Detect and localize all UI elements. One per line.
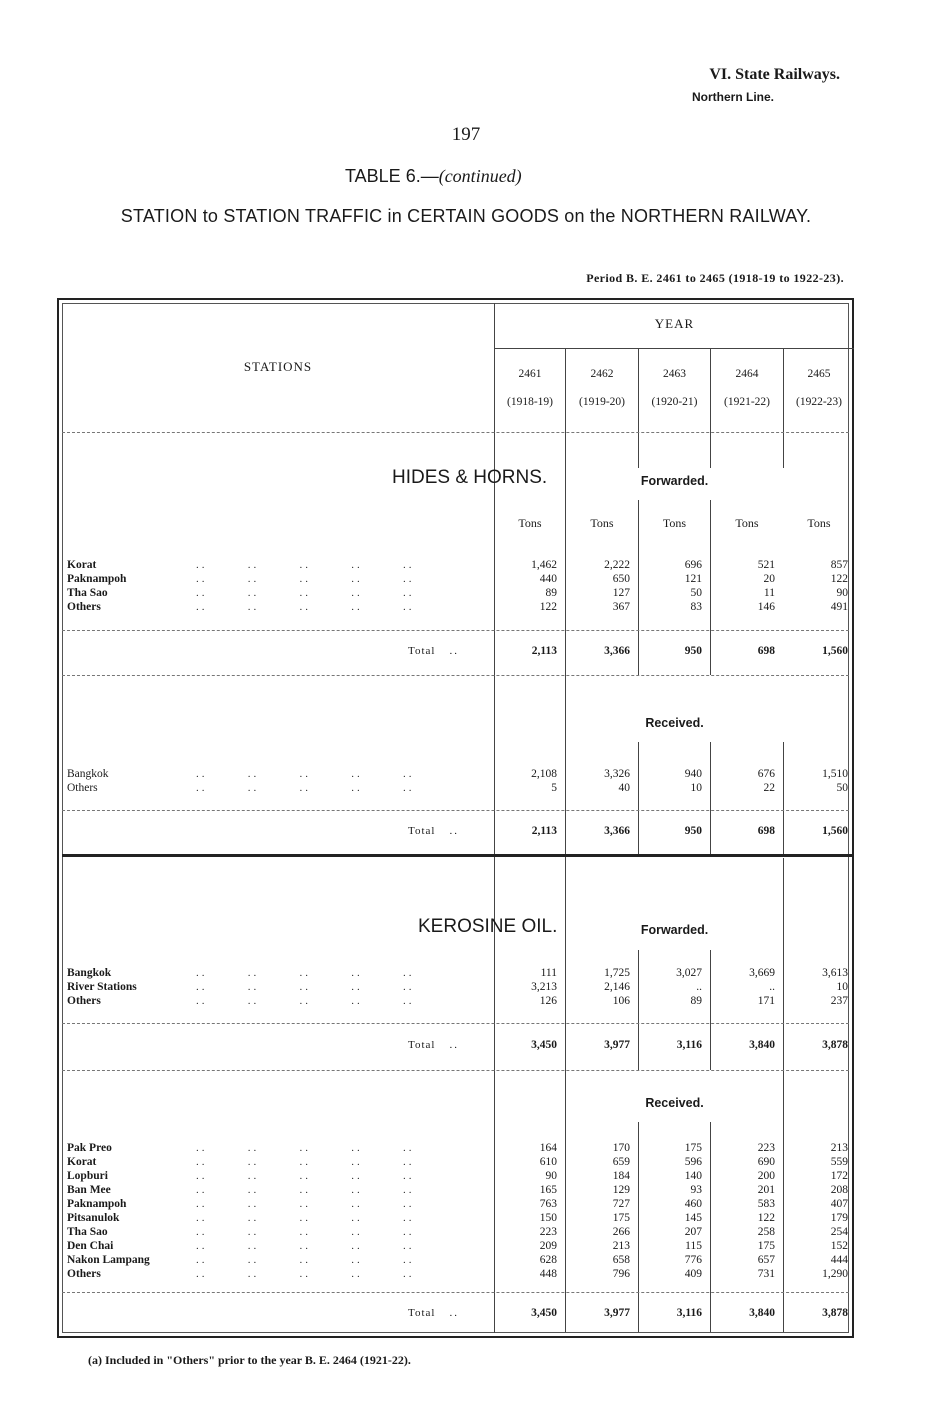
total-label-text: Total (408, 1039, 436, 1051)
value-column (566, 1141, 630, 1281)
cell: 409 (684, 1268, 702, 1280)
cell: 1,510 (822, 768, 848, 780)
cell: .. (696, 981, 702, 993)
cell: 11 (763, 587, 775, 599)
cell: 213 (612, 1240, 630, 1252)
year-rule (494, 348, 854, 349)
year-column-header (784, 366, 854, 410)
cell: 658 (612, 1254, 630, 1266)
total-cell: 3,450 (531, 1039, 557, 1051)
cell: 175 (612, 1212, 630, 1224)
rule (62, 1292, 849, 1293)
cell: 175 (684, 1142, 702, 1154)
value-column (566, 558, 630, 614)
cell: 5 (551, 782, 557, 794)
cell: 628 (539, 1254, 557, 1266)
year-ce: (1920-21) (651, 396, 698, 408)
cell: 657 (757, 1254, 775, 1266)
cell: 170 (612, 1142, 630, 1154)
stations-heading: STATIONS (243, 359, 313, 374)
leader-dots: .. .. .. .. .. .. .. .. .. .. .. .. .. .. .. .. .. .. .. .. .. .. .. .. .. .. .. .. .. .. .. .. .. .. .. .. .. .. .. .. .. .. .. .. .. .. .. .. .. .. (196, 1142, 415, 1280)
table-label-text: TABLE 6.— (345, 166, 439, 186)
rule (62, 630, 849, 631)
value-column (639, 767, 702, 795)
total-cell: 3,977 (604, 1307, 630, 1319)
year-heading: YEAR (654, 316, 695, 331)
cell: 237 (830, 995, 848, 1007)
cell: 213 (830, 1142, 848, 1154)
cell: 440 (539, 573, 557, 585)
cell: 2,222 (604, 559, 630, 571)
cell: 521 (757, 559, 775, 571)
leader-dots: .. .. .. .. .. .. .. .. .. .. .. .. .. .. .. (196, 967, 415, 1007)
cell: 491 (830, 601, 848, 613)
rule (62, 675, 849, 676)
value-column (495, 1141, 557, 1281)
cell: 127 (612, 587, 630, 599)
station-name: Korat (67, 559, 97, 571)
station-list (67, 767, 109, 795)
total-cell: 698 (757, 645, 775, 657)
total-cell: 698 (757, 825, 775, 837)
station-name: Korat (67, 1156, 97, 1168)
value-column (639, 1141, 702, 1281)
forwarded-label: Forwarded. (640, 923, 709, 937)
section-divider (62, 854, 854, 857)
cell: 111 (540, 967, 557, 979)
column-divider (783, 742, 784, 854)
cell: 121 (684, 573, 702, 585)
cell: 145 (684, 1212, 702, 1224)
unit-label: Tons (518, 516, 542, 530)
year-be: 2461 (518, 368, 542, 380)
cell: 83 (690, 601, 702, 613)
cell: 223 (539, 1226, 557, 1238)
cell: 596 (684, 1156, 702, 1168)
value-column (639, 558, 702, 614)
total-cell: 3,450 (531, 1307, 557, 1319)
station-name: Den Chai (67, 1240, 114, 1252)
value-column (784, 558, 848, 614)
cell: 583 (757, 1198, 775, 1210)
cell: 407 (830, 1198, 848, 1210)
value-column (711, 767, 775, 795)
cell: 171 (757, 995, 775, 1007)
value-column (711, 966, 775, 1008)
station-name: Paknampoh (67, 573, 127, 585)
total-cell: 3,116 (676, 1307, 702, 1319)
cell: 3,326 (604, 768, 630, 780)
total-cell: 950 (684, 825, 702, 837)
cell: 460 (684, 1198, 702, 1210)
cell: 22 (763, 782, 775, 794)
total-label: Total .. (408, 1039, 459, 1051)
total-cell: 3,840 (749, 1307, 775, 1319)
value-column (495, 767, 557, 795)
station-name: Bangkok (67, 768, 109, 780)
cell: 172 (830, 1170, 848, 1182)
cell: 201 (757, 1184, 775, 1196)
station-name: River Stations (67, 981, 137, 993)
station-name: Bangkok (67, 967, 112, 979)
cell: 10 (836, 981, 848, 993)
column-divider (710, 742, 711, 854)
total-cell: 1,560 (822, 645, 848, 657)
section-heading: VI. State Railways. (709, 66, 840, 83)
cell: 3,213 (531, 981, 557, 993)
value-column (495, 966, 557, 1008)
page-number: 197 (451, 124, 481, 145)
cell: 448 (539, 1268, 557, 1280)
value-column (711, 1141, 775, 1281)
cell: 796 (612, 1268, 630, 1280)
cell: 90 (836, 587, 848, 599)
cell: 3,669 (749, 967, 775, 979)
total-cell: 950 (684, 645, 702, 657)
station-name: Lopburi (67, 1170, 108, 1182)
station-name: Paknampoh (67, 1198, 127, 1210)
cell: 727 (612, 1198, 630, 1210)
cell: 50 (690, 587, 702, 599)
cell: 940 (684, 768, 702, 780)
value-column (495, 558, 557, 614)
unit-label: Tons (735, 516, 759, 530)
cell: 50 (836, 782, 848, 794)
year-ce: (1918-19) (507, 396, 553, 408)
year-column-header (495, 366, 565, 410)
cell: 3,613 (822, 967, 848, 979)
cell: 122 (757, 1212, 775, 1224)
cell: 184 (612, 1170, 630, 1182)
cell: 89 (545, 587, 557, 599)
cell: 2,108 (531, 768, 557, 780)
cell: .. (769, 981, 775, 993)
cell: 258 (757, 1226, 775, 1238)
total-cell: 2,113 (531, 825, 557, 837)
value-column (639, 966, 702, 1008)
station-list (67, 966, 137, 1008)
unit-label: Tons (662, 516, 687, 530)
unit-label: Tons (590, 516, 614, 530)
cell: 10 (690, 782, 702, 794)
station-name: Nakon Lampang (67, 1254, 150, 1266)
column-divider (638, 742, 639, 854)
cell: 165 (539, 1184, 557, 1196)
cell: 208 (830, 1184, 848, 1196)
cell: 20 (763, 573, 775, 585)
cell: 122 (539, 601, 557, 613)
value-column (784, 966, 848, 1008)
cell: 696 (684, 559, 702, 571)
total-cell: 3,878 (822, 1039, 848, 1051)
value-column (566, 966, 630, 1008)
rule (62, 810, 849, 811)
station-name: Tha Sao (67, 1226, 108, 1238)
leader-dots: .. .. .. .. .. .. .. .. .. .. (196, 768, 415, 794)
received-label: Received. (645, 1096, 704, 1110)
page-title: STATION to STATION TRAFFIC in CERTAIN GOODS on the NORTHERN RAILWAY. (120, 206, 812, 226)
cell: 164 (539, 1142, 557, 1154)
cell: 266 (612, 1226, 630, 1238)
cell: 731 (757, 1268, 775, 1280)
cell: 1,725 (604, 967, 630, 979)
value-column (784, 767, 848, 795)
station-list (67, 558, 126, 614)
cell: 152 (830, 1240, 848, 1252)
cell: 367 (612, 601, 630, 613)
station-name: Pitsanulok (67, 1212, 120, 1224)
cell: 559 (830, 1156, 848, 1168)
year-be: 2464 (735, 368, 759, 380)
total-cell: 3,840 (749, 1039, 775, 1051)
year-ce: (1919-20) (579, 396, 625, 408)
station-list (67, 1141, 150, 1281)
total-cell: 3,366 (604, 645, 630, 657)
rule (62, 1023, 849, 1024)
station-name: Others (67, 995, 101, 1007)
cell: 2,146 (604, 981, 630, 993)
cell: 3,027 (676, 967, 702, 979)
total-label: Total .. (408, 645, 459, 657)
leader-dots: .. .. .. .. .. .. .. .. .. .. .. .. .. .. .. .. .. .. .. .. (196, 559, 415, 613)
cell: 676 (757, 768, 775, 780)
cell: 146 (757, 601, 775, 613)
total-label-text: Total (408, 1307, 436, 1319)
station-name: Tha Sao (67, 587, 108, 599)
station-name: Ban Mee (67, 1184, 111, 1196)
table-label-continued: (continued) (438, 166, 522, 186)
total-label: Total .. (408, 825, 459, 837)
rule (62, 1070, 849, 1071)
cell: 175 (757, 1240, 775, 1252)
value-column (784, 1141, 848, 1281)
cell: 659 (612, 1156, 630, 1168)
cell: 106 (612, 995, 630, 1007)
value-column (711, 558, 775, 614)
year-be: 2462 (590, 368, 614, 380)
station-name: Others (67, 601, 101, 613)
cell: 650 (612, 573, 630, 585)
unit-label: Tons (807, 516, 831, 530)
cell: 150 (539, 1212, 557, 1224)
cell: 90 (545, 1170, 557, 1182)
cell: 140 (684, 1170, 702, 1182)
cell: 200 (757, 1170, 775, 1182)
cell: 444 (830, 1254, 848, 1266)
total-cell: 3,977 (604, 1039, 630, 1051)
cell: 40 (618, 782, 630, 794)
year-column-header (566, 366, 638, 410)
total-cell: 3,116 (676, 1039, 702, 1051)
value-column (566, 767, 630, 795)
cell: 690 (757, 1156, 775, 1168)
station-name: Pak Preo (67, 1142, 112, 1154)
cell: 122 (830, 573, 848, 585)
cell: 223 (757, 1142, 775, 1154)
footnote: (a) Included in "Others" prior to the year B. E. 2464 (1921-22). (88, 1353, 411, 1367)
section-subheading: Northern Line. (691, 90, 774, 104)
cell: 1,462 (531, 559, 557, 571)
cell: 1,290 (822, 1268, 848, 1280)
year-be: 2463 (663, 368, 686, 380)
cell: 129 (612, 1184, 630, 1196)
total-label-text: Total (408, 645, 436, 657)
total-label: Total .. (408, 1307, 459, 1319)
year-ce: (1921-22) (724, 396, 770, 408)
cell: 776 (684, 1254, 702, 1266)
year-be: 2465 (807, 368, 831, 380)
total-cell: 3,366 (604, 825, 630, 837)
cell: 207 (684, 1226, 702, 1238)
header-rule (62, 432, 849, 433)
total-cell: 3,878 (822, 1307, 848, 1319)
year-ce: (1922-23) (796, 396, 842, 408)
section-title-hides: HIDES & HORNS. (392, 467, 548, 488)
cell: 209 (539, 1240, 557, 1252)
total-cell: 1,560 (822, 825, 848, 837)
total-label-text: Total (408, 825, 436, 837)
forwarded-label: Forwarded. (640, 474, 709, 488)
year-column-header (639, 366, 710, 410)
cell: 126 (539, 995, 557, 1007)
cell: 857 (830, 559, 848, 571)
station-name: Others (67, 1268, 101, 1280)
period-label: Period B. E. 2461 to 2465 (1918-19 to 1922-23). (586, 271, 844, 285)
cell: 179 (830, 1212, 848, 1224)
cell: 610 (539, 1156, 557, 1168)
station-name: Others (67, 782, 98, 794)
year-column-header (711, 366, 783, 410)
cell: 763 (539, 1198, 557, 1210)
received-label: Received. (645, 716, 704, 730)
cell: 89 (690, 995, 702, 1007)
section-title-kerosine: KEROSINE OIL. (418, 916, 558, 937)
cell: 254 (830, 1226, 848, 1238)
cell: 115 (685, 1240, 702, 1252)
total-cell: 2,113 (531, 645, 557, 657)
table-label (345, 166, 522, 187)
cell: 93 (690, 1184, 702, 1196)
